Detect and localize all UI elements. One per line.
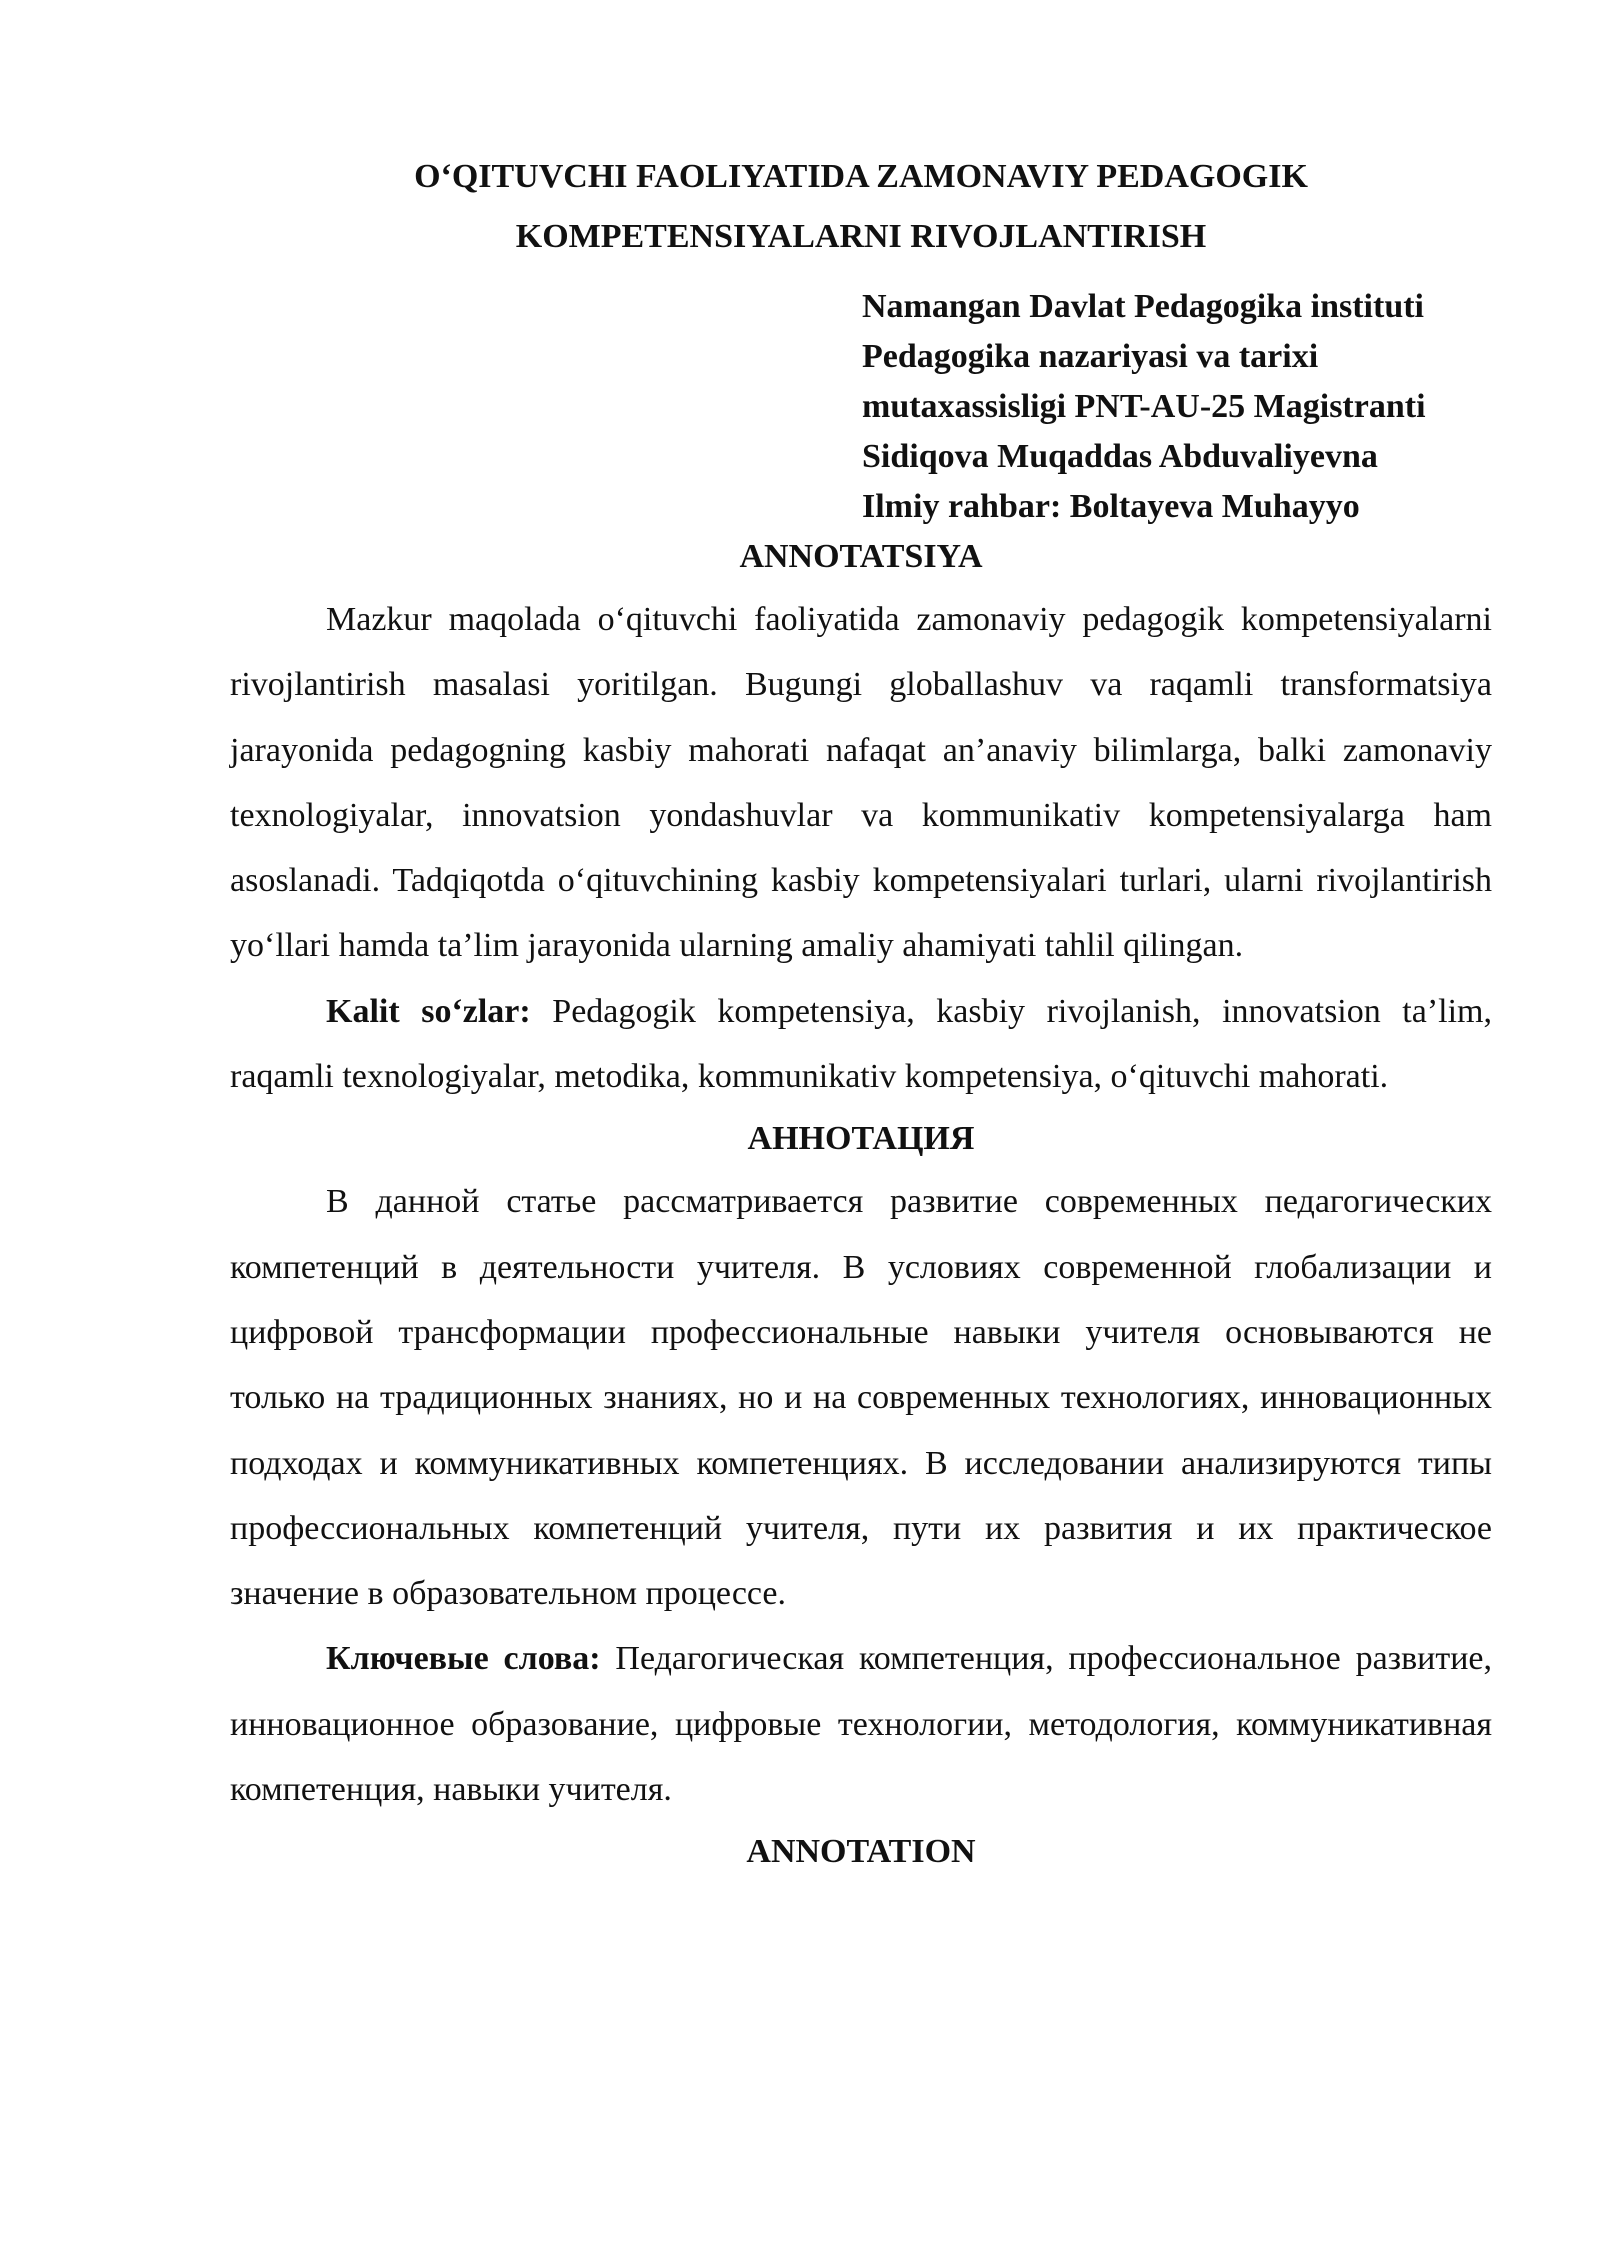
ru-annotation-heading: АННОТАЦИЯ: [747, 1120, 975, 1158]
author-name: Sidiqova Muqaddas Abduvaliyevna: [862, 438, 1378, 475]
uz-abstract: Mazkur maqolada o‘qituvchi faoliyatida zamonaviy pedagogik kompetensiyalarni rivojlantirish masalasi yoritilgan. Bugungi globallashuv va raqamli transformatsiya jarayonida pedagogning kasbiy mahorati nafaqat an’anaviy bilimlarga, balki zamonaviy texnologiyalar, innovatsion yondashuvlar va kommunikativ kompetensiyalarga ham asoslanadi. Tadqiqotda o‘qituvchining kasbiy kompetensiyalari turlari, ularni rivojlantirish yo‘llari hamda ta’lim jarayonida ularning amaliy ahamiyati tahlil qilingan.: [230, 601, 1492, 965]
article-title: [230, 147, 1492, 267]
ru-abstract: В данной статье рассматривается развитие современных педагогических компетенций в деятельности учителя. В условиях современной глобализации и цифровой трансформации профессиональные навыки учителя основываются не только на традиционных знаниях, но и на современных технологиях, инновационных подходах и коммуникативных компетенциях. В исследовании анализируются типы профессиональных компетенций учителя, пути их развития и их практическое значение в образовательном процессе.: [230, 1183, 1492, 1613]
author-department: Pedagogika nazariyasi va tarixi: [862, 338, 1319, 375]
ru-keywords: [230, 1626, 1492, 1822]
author-specialty: mutaxassisligi PNT-AU-25 Magistranti: [862, 388, 1426, 425]
author-institution: Namangan Davlat Pedagogika instituti: [862, 288, 1424, 325]
ru-keywords-text: Педагогическая компетенция, профессиональное развитие, инновационное образование, цифровые технологии, методология, коммуникативная компетенция, навыки учителя.: [230, 1640, 1492, 1809]
ru-keywords-label: Ключевые слова:: [326, 1640, 601, 1678]
en-annotation-heading: ANNOTATION: [746, 1833, 976, 1871]
title-line-1: O‘QITUVCHI FAOLIYATIDA ZAMONAVIY PEDAGOGIK: [414, 158, 1308, 195]
uz-keywords: [230, 979, 1492, 1110]
author-supervisor: Ilmiy rahbar: Boltayeva Muhayyo: [862, 488, 1360, 525]
uz-keywords-label: Kalit so‘zlar:: [326, 992, 531, 1030]
uz-annotation-heading: ANNOTATSIYA: [739, 538, 983, 575]
article-body: [230, 527, 1492, 1882]
uz-keywords-text: Pedagogik kompetensiya, kasbiy rivojlanish, innovatsion ta’lim, raqamli texnologiyalar, metodika, kommunikativ kompetensiya, o‘qituvchi mahorati.: [230, 992, 1493, 1096]
author-info: [862, 282, 1502, 532]
title-line-2: KOMPETENSIYALARNI RIVOJLANTIRISH: [515, 218, 1207, 255]
